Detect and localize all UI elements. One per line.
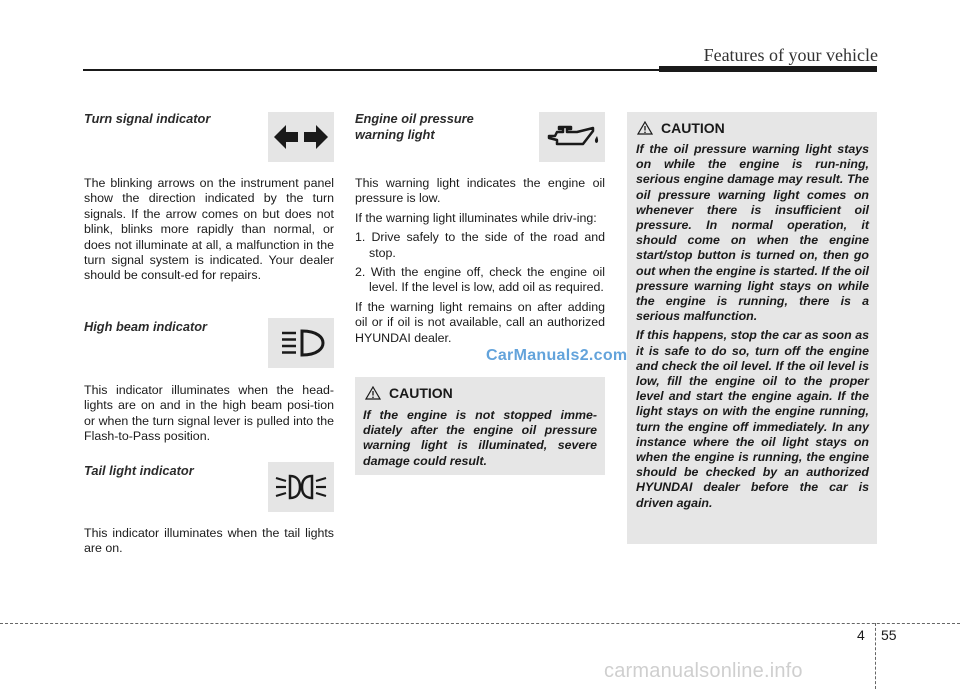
header-rule-accent [659,66,877,72]
turn-signal-description: The blinking arrows on the instrument panel show the direction indicated by the turn signals. If the arrow comes on but does not blink, blinks more rapidly than normal, or does not illuminate at all, a malfunction in the turn signal system is indicated. Your dealer should be consult-ed for repairs. [84,176,334,283]
watermark-footer: carmanualsonline.info [604,660,803,682]
oil-can-icon [539,112,605,162]
oil-pressure-outro: If the warning light remains on after adding oil or if oil is not available, call an authorized HYUNDAI dealer. [355,299,605,345]
oil-pressure-intro: This warning light indicates the engine oil pressure is low. [355,176,605,206]
oil-pressure-lead: If the warning light illuminates while driv-ing: [355,210,597,225]
footer-divider [0,623,960,624]
tail-light-heading: Tail light indicator [84,463,194,478]
chapter-number: 4 [857,627,865,643]
footer-page-divider [875,623,876,689]
oil-pressure-heading-line1: Engine oil pressure [355,111,474,126]
turn-signal-arrows-icon [268,112,334,162]
caution-box-large [627,112,877,544]
caution-paragraph-1: If the oil pressure warning light stays on while the engine is run-ning, serious engine damage may result. The oil pressure warning light comes on whenever there is insufficient oil pressure. In normal operation, it should come on when the engine start/stop button is turned on, then go out when the engine is started. If the oil pressure warning light stays on while the engine is running, there is a serious malfunction. [636,142,869,324]
high-beam-description: This indicator illuminates when the head-lights are on and in the high beam posi-tion or when the turn signal lever is pulled into the Flash-to-Pass position. [84,383,334,444]
caution-title: CAUTION [661,120,725,136]
turn-signal-heading: Turn signal indicator [84,111,211,126]
page-number: 55 [881,627,897,643]
caution-text: If the engine is not stopped imme-diately after the engine oil pressure warning light is illuminated, severe damage could result. [363,408,597,468]
oil-pressure-step-1: 1. Drive safely to the side of the road and stop. [355,230,605,260]
tail-light-description: This indicator illuminates when the tail lights are on. [84,526,334,556]
warning-triangle-icon [365,386,381,400]
caution-box-small [355,377,605,475]
caution-title: CAUTION [389,385,453,401]
high-beam-icon [268,318,334,368]
warning-triangle-icon [637,121,653,135]
tail-light-icon [268,462,334,512]
high-beam-heading: High beam indicator [84,319,208,334]
oil-pressure-step-2: 2. With the engine off, check the engine oil level. If the level is low, add oil as required. [355,265,605,295]
watermark-overlay: CarManuals2.com [486,347,628,364]
header-rule [83,69,661,71]
oil-pressure-heading-line2: warning light [355,127,435,142]
section-title: Features of your vehicle [703,45,878,65]
caution-paragraph-2: If this happens, stop the car as soon as it is safe to do so, turn off the engine and check the oil level. If the oil level is low, fill the engine oil to the proper level and start the engine again. If the light stays on with the engine running, turn the engine off immediately. In any instance where the oil light stays on when the engine is running, the engine should be checked by an authorized HYUNDAI dealer before the car is driven again. [636,328,869,510]
